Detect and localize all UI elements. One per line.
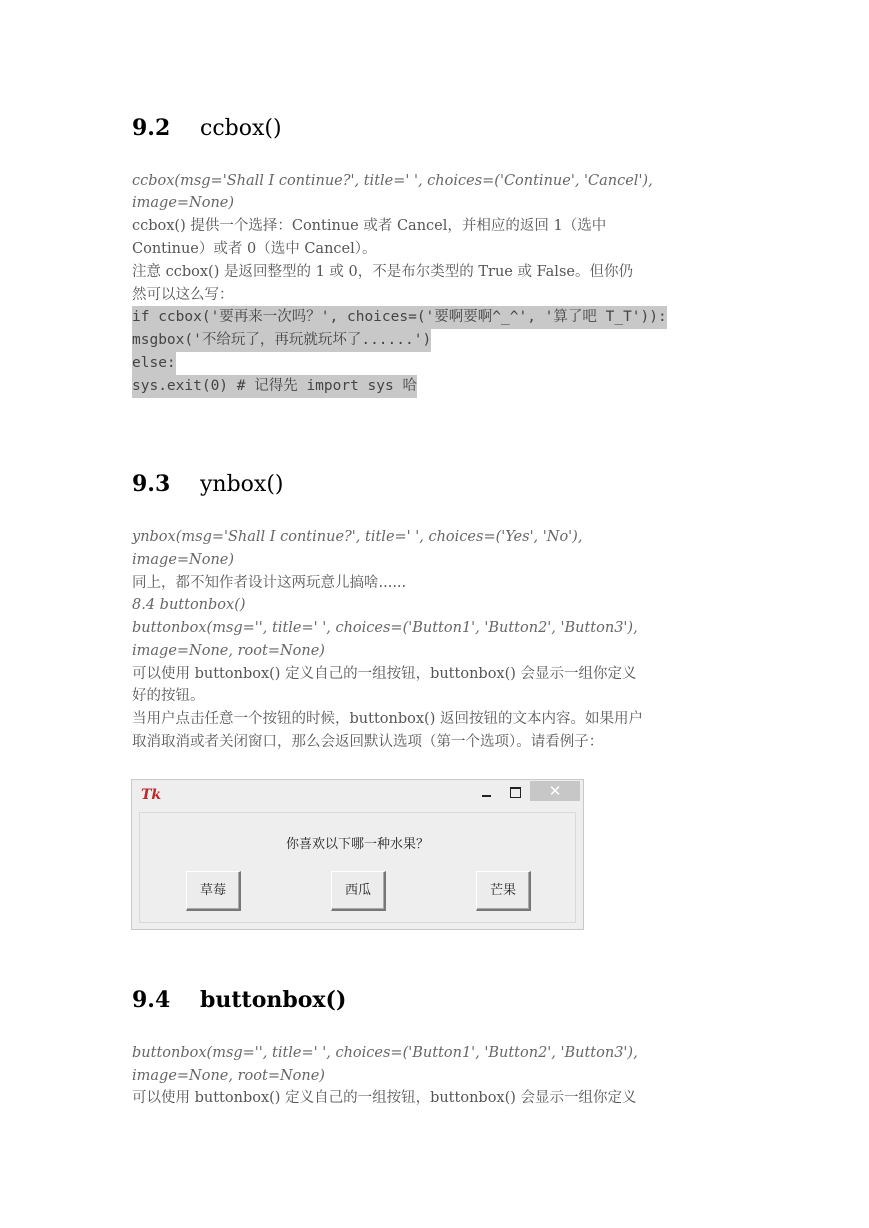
ccbox-note-line1: 注意 ccbox() 是返回整型的 1 或 0，不是布尔类型的 True 或 False。但你仍 [132,264,633,280]
minimize-icon[interactable] [476,782,498,802]
tk-logo-icon: Tk [141,787,162,803]
buttonbox-signature-line2: image=None, root=None) [132,643,325,659]
ccbox-signature-line2: image=None) [132,195,235,211]
close-button[interactable]: ✕ [530,781,580,801]
ynbox-desc: 同上，都不知作者设计这两玩意儿搞啥...... [132,575,407,591]
button-strawberry[interactable]: 草莓 [186,871,241,911]
maximize-icon[interactable] [504,782,526,802]
buttonbox-signature-line1: buttonbox(msg='', title=' ', choices=('Button1', 'Button2', 'Button3'), [132,620,638,636]
tk-window [131,779,584,930]
buttonbox-desc-line2: 好的按钮。 [132,688,205,704]
ccbox-desc-line2: Continue）或者 0（选中 Cancel）。 [132,241,377,257]
buttonbox-desc-line1: 可以使用 buttonbox() 定义自己的一组按钮，buttonbox() 会显示一组你定义 [132,666,637,682]
buttonbox-desc-line4: 取消取消或者关闭窗口，那么会返回默认选项（第一个选项）。请看例子： [132,734,604,750]
dialog-message: 你喜欢以下哪一种水果？ [285,837,429,852]
buttonbox2-signature-line2: image=None, root=None) [132,1068,325,1084]
buttonbox-desc-line3: 当用户点击任意一个按钮的时候，buttonbox() 返回按钮的文本内容。如果用户 [132,711,643,727]
buttonbox2-signature-line1: buttonbox(msg='', title=' ', choices=('Button1', 'Button2', 'Button3'), [132,1045,638,1061]
heading-9-3 [132,471,284,497]
heading-9-2 [132,115,282,141]
code-line-2: msgbox('不给玩了，再玩就玩坏了......') [132,329,431,352]
section-number: 9.4 [132,987,171,1013]
section-number: 9.3 [132,471,171,497]
ynbox-signature-line1: ynbox(msg='Shall I continue?', title=' ', choices=('Yes', 'No'), [132,529,583,545]
ccbox-signature-line1: ccbox(msg='Shall I continue?', title=' ', choices=('Continue', 'Cancel'), [132,173,653,189]
window-titlebar [132,780,583,808]
section-number: 9.2 [132,115,171,141]
buttonbox-subheading: 8.4 buttonbox() [132,597,246,613]
buttonbox2-desc-line1: 可以使用 buttonbox() 定义自己的一组按钮，buttonbox() 会显示一组你定义 [132,1090,637,1106]
section-title: ccbox() [200,116,282,141]
heading-9-4 [132,987,346,1013]
ccbox-note-line2: 然可以这么写： [132,287,234,303]
ynbox-signature-line2: image=None) [132,552,235,568]
section-title: ynbox() [200,472,284,497]
section-title: buttonbox() [200,987,347,1013]
code-line-3: else: [132,352,176,375]
button-watermelon[interactable]: 西瓜 [331,871,386,911]
dialog-body [139,812,576,923]
code-line-4: sys.exit(0) # 记得先 import sys 哈 [132,375,417,398]
ccbox-desc-line1: ccbox() 提供一个选择：Continue 或者 Cancel，并相应的返回 1（选中 [132,218,607,234]
code-line-1: if ccbox('要再来一次吗？', choices=('要啊要啊^_^', '算了吧 T_T')): [132,306,667,329]
button-mango[interactable]: 芒果 [476,871,531,911]
